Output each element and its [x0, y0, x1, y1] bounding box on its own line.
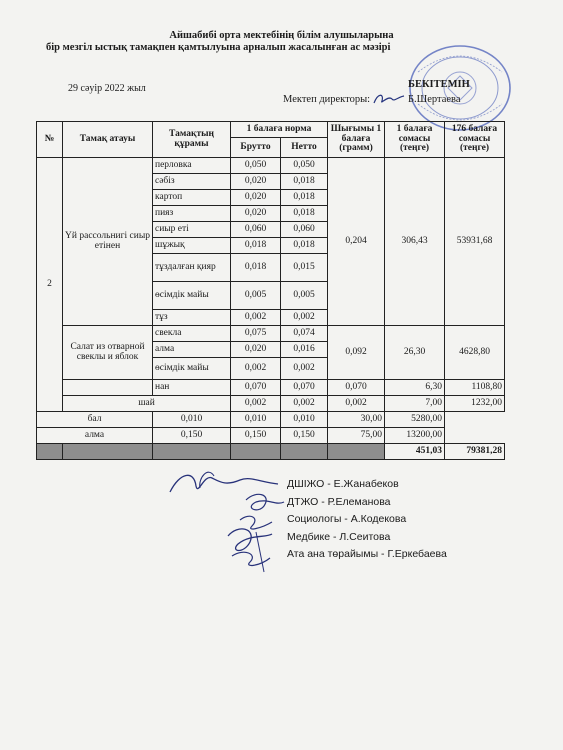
- signature-line: ДТЖО - Р.Елеманова: [287, 495, 391, 508]
- dish2-yield: 0,092: [328, 326, 385, 380]
- total-filler: [37, 444, 63, 460]
- group-number: 2: [37, 158, 63, 412]
- director-signature: [372, 91, 406, 107]
- netto-value: 0,010: [231, 412, 281, 428]
- signatures-list: [287, 476, 447, 564]
- ingredient: тұздалған қияр: [153, 254, 231, 282]
- netto-value: 0,018: [281, 238, 328, 254]
- header-price-176: 176 балаға сомасы (теңге): [445, 122, 505, 158]
- bread-empty-cell: [63, 380, 153, 396]
- dish1-price-176: 53931,68: [445, 158, 505, 326]
- bread-price-176: 1108,80: [445, 380, 505, 396]
- netto-value: 0,050: [281, 158, 328, 174]
- header-netto: Нетто: [281, 138, 328, 158]
- brutto-value: 0,060: [231, 222, 281, 238]
- approve-label: БЕКІТЕМІН: [408, 79, 470, 90]
- ingredient: пияз: [153, 206, 231, 222]
- header-number: №: [37, 122, 63, 158]
- brutto-value: 0,075: [231, 326, 281, 342]
- title-line-2: бір мезгіл ыстық тамақпен қамтылуына арналып жасалынған ас мәзірі: [46, 42, 391, 53]
- netto-value: 0,002: [281, 396, 328, 412]
- title-line-1: Айшабибі орта мектебінің білім алушыларына: [169, 30, 394, 41]
- extra-name-apple: алма: [37, 428, 153, 444]
- signature-line: Ата ана төрайымы - Г.Еркебаева: [287, 548, 447, 560]
- ingredient: тұз: [153, 310, 231, 326]
- brutto-value: 0,005: [231, 282, 281, 310]
- total-filler: [153, 444, 231, 460]
- header-brutto: Брутто: [231, 138, 281, 158]
- brutto-value: 0,002: [231, 396, 281, 412]
- header-norm: 1 балаға норма: [231, 122, 328, 138]
- price-176: 13200,00: [385, 428, 445, 444]
- price-per-child: 7,00: [385, 396, 445, 412]
- ingredient: картоп: [153, 190, 231, 206]
- total-filler: [231, 444, 281, 460]
- netto-value: 0,005: [281, 282, 328, 310]
- netto-value: 0,002: [281, 358, 328, 380]
- extra-name-honey: бал: [37, 412, 153, 428]
- header-dish-name: Тамақ атауы: [63, 122, 153, 158]
- total-row: [37, 444, 505, 460]
- ingredient: шұжық: [153, 238, 231, 254]
- signature-line: Социологы - А.Кодекова: [287, 513, 407, 525]
- dish2-price-176: 4628,80: [445, 326, 505, 380]
- netto-value: 0,060: [281, 222, 328, 238]
- brutto-value: 0,010: [153, 412, 231, 428]
- bread-ingredient: нан: [153, 380, 231, 396]
- netto-value: 0,018: [281, 174, 328, 190]
- brutto-value: 0,002: [231, 358, 281, 380]
- menu-table: [36, 121, 505, 460]
- dish2-price-per-child: 26,30: [385, 326, 445, 380]
- total-filler: [281, 444, 328, 460]
- price-176: 5280,00: [385, 412, 445, 428]
- netto-value: 0,015: [281, 254, 328, 282]
- header-yield: Шығымы 1 балаға (грамм): [328, 122, 385, 158]
- ingredient: сиыр еті: [153, 222, 231, 238]
- director-label: Мектеп директоры:: [283, 94, 371, 105]
- signature-line: Медбике - Л.Сеитова: [287, 530, 391, 543]
- brutto-value: 0,018: [231, 238, 281, 254]
- total-filler: [328, 444, 385, 460]
- brutto-value: 0,150: [153, 428, 231, 444]
- ingredient: перловка: [153, 158, 231, 174]
- netto-value: 0,150: [231, 428, 281, 444]
- ingredient: алма: [153, 342, 231, 358]
- dish1-yield: 0,204: [328, 158, 385, 326]
- handwritten-signatures: [160, 462, 290, 582]
- brutto-value: 0,002: [231, 310, 281, 326]
- ingredient: свекла: [153, 326, 231, 342]
- signature-line: ДШІЖО - Е.Жанабеков: [287, 478, 399, 490]
- brutto-value: 0,020: [231, 206, 281, 222]
- brutto-value: 0,020: [231, 190, 281, 206]
- director-name: Б.Шертаева: [408, 94, 461, 105]
- bread-netto: 0,070: [281, 380, 328, 396]
- brutto-value: 0,020: [231, 342, 281, 358]
- yield-value: 0,010: [281, 412, 328, 428]
- header-price-per-child: 1 балаға сомасы (теңге): [385, 122, 445, 158]
- ingredient: өсімдік майы: [153, 282, 231, 310]
- total-filler: [63, 444, 153, 460]
- brutto-value: 0,018: [231, 254, 281, 282]
- netto-value: 0,074: [281, 326, 328, 342]
- brutto-value: 0,020: [231, 174, 281, 190]
- header-composition: Тамақтың құрамы: [153, 122, 231, 158]
- total-price-176: 79381,28: [445, 444, 505, 460]
- dish1-price-per-child: 306,43: [385, 158, 445, 326]
- price-per-child: 30,00: [328, 412, 385, 428]
- document-date: 29 сәуір 2022 жыл: [68, 83, 146, 94]
- price-per-child: 75,00: [328, 428, 385, 444]
- yield-value: 0,002: [328, 396, 385, 412]
- ingredient: сәбіз: [153, 174, 231, 190]
- ingredient: өсімдік майы: [153, 358, 231, 380]
- netto-value: 0,016: [281, 342, 328, 358]
- yield-value: 0,150: [281, 428, 328, 444]
- brutto-value: 0,050: [231, 158, 281, 174]
- netto-value: 0,018: [281, 190, 328, 206]
- extra-name-tea: шай: [63, 396, 231, 412]
- dish-name-rassolnik: Үй рассольнигі сиыр етінен: [63, 158, 153, 326]
- total-price-per-child: 451,03: [385, 444, 445, 460]
- bread-brutto: 0,070: [231, 380, 281, 396]
- price-176: 1232,00: [445, 396, 505, 412]
- netto-value: 0,002: [281, 310, 328, 326]
- bread-price-per-child: 6,30: [385, 380, 445, 396]
- bread-yield: 0,070: [328, 380, 385, 396]
- netto-value: 0,018: [281, 206, 328, 222]
- dish-name-beet-salad: Салат из отварной свеклы и яблок: [63, 326, 153, 380]
